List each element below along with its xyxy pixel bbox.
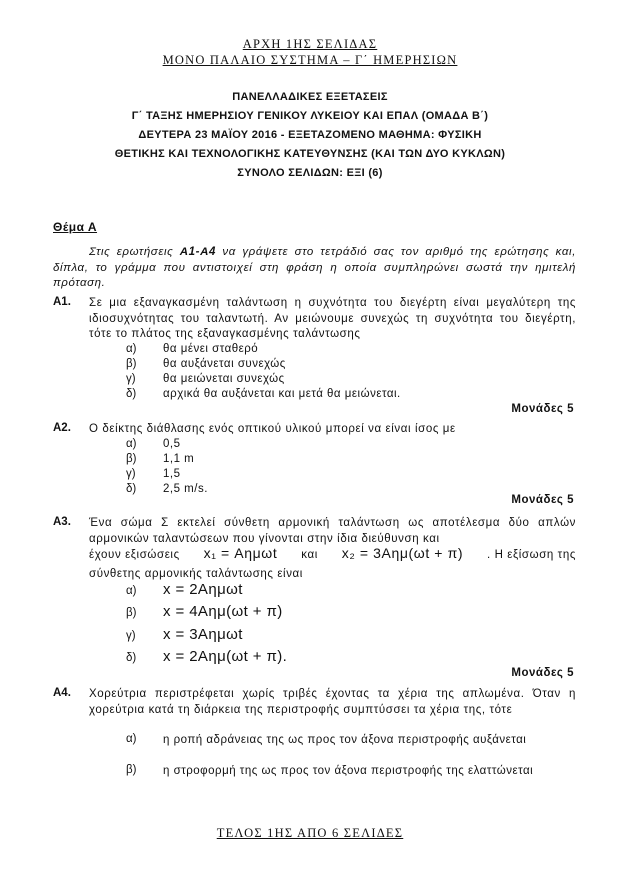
option-label: α): [126, 733, 137, 745]
option-label: α): [126, 585, 137, 597]
question-a3-text-end: σύνθετης αρμονικής ταλάντωσης είναι: [89, 568, 303, 580]
option-text: η στροφορμή της ως προς τον άξονα περιστροφής της ελαττώνεται: [163, 765, 534, 777]
question-number: Α2.: [53, 422, 71, 434]
question-a3-equations: [89, 546, 576, 564]
question-a4-text: Χορεύτρια περιστρέφεται χωρίς τριβές έχοντας τα χέρια της απλωμένα. Όταν η χορεύτρια κατά τη διάρκεια της περιστροφής συμπτύσσει τα χέρια της, τότε: [89, 688, 576, 716]
equation-x2: x₂ = 3Αημ(ωt + π): [341, 545, 464, 561]
option-label: β): [126, 453, 137, 465]
option-text: θα μένει σταθερό: [163, 343, 259, 355]
theme-title: Θέμα Α: [53, 220, 98, 234]
question-number: Α3.: [53, 516, 71, 528]
equation-x1: x₁ = Αημωt: [203, 545, 278, 561]
option-text: 0,5: [163, 438, 181, 450]
option-label: δ): [126, 388, 137, 400]
option-formula: x = 3Αημωt: [163, 626, 243, 643]
option-label: β): [126, 764, 137, 776]
option-text: η ροπή αδράνειας της ως προς τον άξονα περιστροφής αυξάνεται: [163, 734, 527, 746]
option-text: 1,1 m: [163, 453, 195, 465]
page-header-line2: ΜΟΝΟ ΠΑΛΑΙΟ ΣΥΣΤΗΜΑ – Γ΄ ΗΜΕΡΗΣΙΩΝ: [162, 53, 458, 67]
exam-title-2: Γ΄ ΤΑΞΗΣ ΗΜΕΡΗΣΙΟΥ ΓΕΝΙΚΟΥ ΛΥΚΕΙΟΥ ΚΑΙ ΕΠΑΛ (ΟΜΑΔΑ Β΄): [131, 110, 489, 122]
option-label: γ): [126, 630, 136, 642]
question-a1-text: Σε μια εξαναγκασμένη ταλάντωση η συχνότητα του διεγέρτη είναι μεγαλύτερη της ιδιοσυχνότητας του ταλαντωτή. Αν μειώνουμε συνεχώς τη συχνότητα του διεγέρτη, τότε το πλάτος της εξαναγκασμένης ταλάντωσης: [89, 297, 576, 340]
option-label: γ): [126, 468, 136, 480]
option-label: δ): [126, 483, 137, 495]
question-a3-text: Ένα σώμα Σ εκτελεί σύνθετη αρμονική ταλάντωση ως αποτέλεσμα δύο απλών αρμονικών ταλαντώσεων που γίνονται στην ίδια διεύθυνση και: [89, 517, 576, 545]
option-text: 2,5 m/s.: [163, 483, 208, 495]
page-footer: ΤΕΛΟΣ 1ΗΣ ΑΠΟ 6 ΣΕΛΙΔΕΣ: [216, 826, 404, 840]
option-label: α): [126, 438, 137, 450]
question-a2-text: Ο δείκτης διάθλασης ενός οπτικού υλικού μπορεί να είναι ίσος με: [89, 423, 456, 435]
exam-title-3: ΔΕΥΤΕΡΑ 23 ΜΑΪΟΥ 2016 - ΕΞΕΤΑΖΟΜΕΝΟ ΜΑΘΗΜΑ: ΦΥΣΙΚΗ: [138, 129, 482, 141]
option-formula: x = 4Αημ(ωt + π): [163, 603, 283, 620]
marks-label: Μονάδες 5: [511, 403, 574, 415]
option-label: β): [126, 607, 137, 619]
option-formula: x = 2Αημ(ωt + π).: [163, 648, 288, 665]
option-label: α): [126, 343, 137, 355]
option-text: θα μειώνεται συνεχώς: [163, 373, 285, 385]
option-formula: x = 2Αημωt: [163, 581, 243, 598]
equations-and-text: και: [301, 549, 318, 561]
equations-lead-text: έχουν εξισώσεις: [89, 549, 180, 561]
marks-label: Μονάδες 5: [511, 494, 574, 506]
instructions: Στις ερωτήσεις Α1-Α4 να γράψετε στο τετράδιό σας τον αριθμό της ερώτησης και, δίπλα, το γράμμα που αντιστοιχεί στη φράση η οποία συμπληρώνει σωστά την ημιτελή πρόταση.: [53, 246, 577, 289]
equations-trail-text: . Η εξίσωση της: [487, 549, 576, 561]
exam-title-1: ΠΑΝΕΛΛΑΔΙΚΕΣ ΕΞΕΤΑΣΕΙΣ: [232, 91, 388, 103]
option-label: γ): [126, 373, 136, 385]
marks-label: Μονάδες 5: [511, 667, 574, 679]
exam-title-4: ΘΕΤΙΚΗΣ ΚΑΙ ΤΕΧΝΟΛΟΓΙΚΗΣ ΚΑΤΕΥΘΥΝΣΗΣ (ΚΑΙ ΤΩΝ ΔΥΟ ΚΥΚΛΩΝ): [114, 148, 506, 160]
question-number: Α1.: [53, 296, 71, 308]
option-label: δ): [126, 652, 137, 664]
option-text: θα αυξάνεται συνεχώς: [163, 358, 286, 370]
option-text: αρχικά θα αυξάνεται και μετά θα μειώνεται.: [163, 388, 401, 400]
question-number: Α4.: [53, 687, 71, 699]
option-label: β): [126, 358, 137, 370]
option-text: 1,5: [163, 468, 181, 480]
page-header-line1: ΑΡΧΗ 1ΗΣ ΣΕΛΙΔΑΣ: [242, 37, 378, 51]
exam-title-5: ΣΥΝΟΛΟ ΣΕΛΙΔΩΝ: ΕΞΙ (6): [237, 167, 383, 179]
